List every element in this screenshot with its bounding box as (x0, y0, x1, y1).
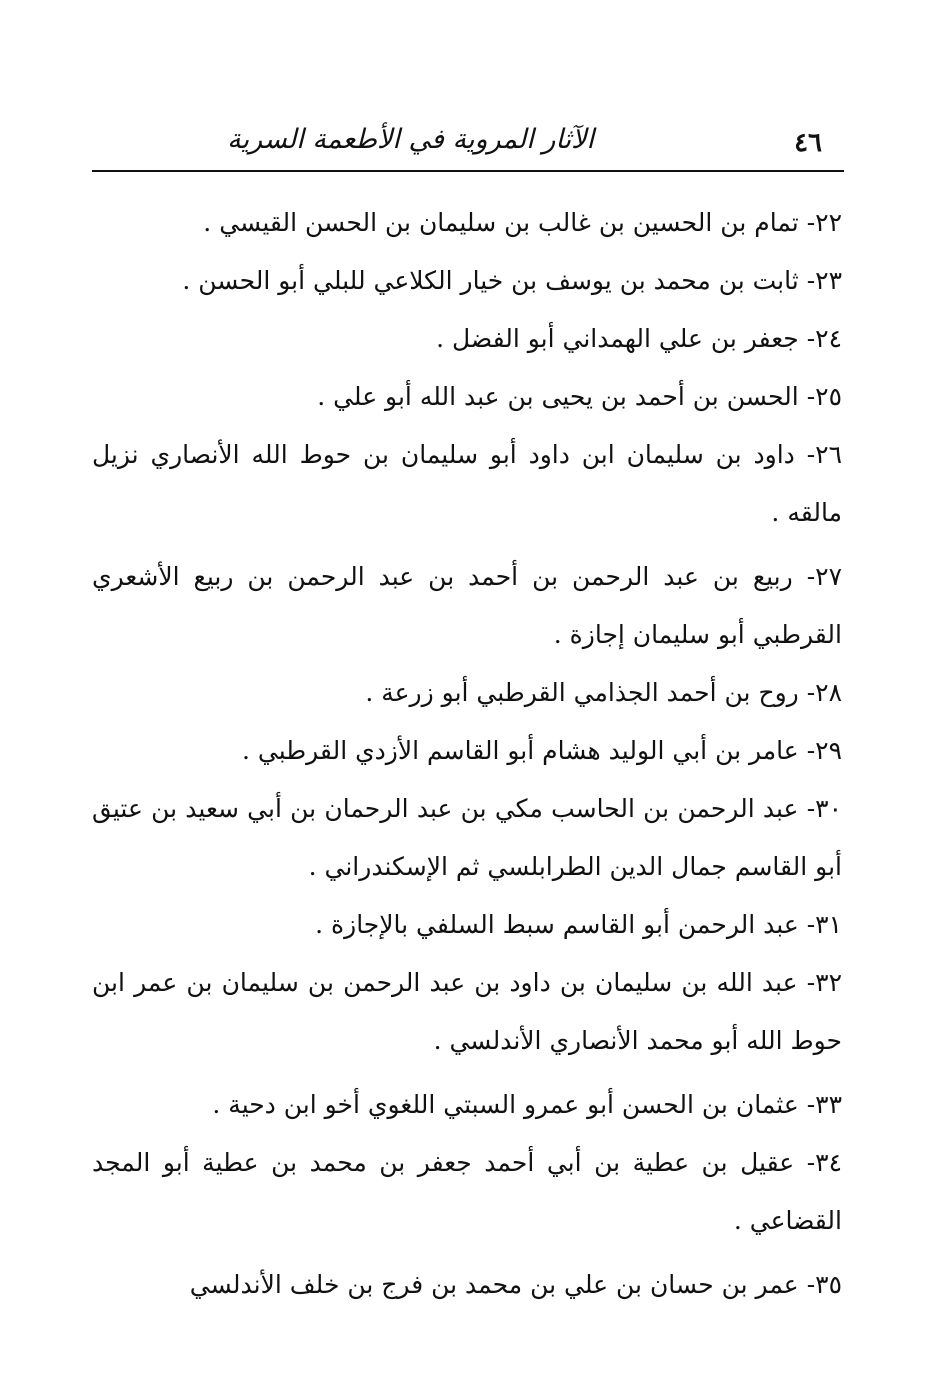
entry-number: ٢٧- (806, 562, 843, 591)
entry-text: جعفر بن علي الهمداني أبو الفضل . (436, 324, 799, 353)
entry-text: داود بن سليمان ابن داود أبو سليمان بن حوط الله الأنصاري نزيل مالقه . (92, 440, 842, 527)
list-item (92, 1256, 842, 1314)
entry-text: روح بن أحمد الجذامي القرطبي أبو زرعة . (365, 678, 799, 707)
entry-number: ٢٤- (806, 324, 842, 353)
list-item (92, 194, 842, 252)
list-item (92, 368, 842, 426)
list-item (92, 1076, 842, 1134)
entry-number: ٣٢- (806, 968, 843, 997)
entry-text: تمام بن الحسين بن غالب بن سليمان بن الحسن القيسي . (203, 208, 799, 237)
entry-number: ٣٣- (806, 1090, 842, 1119)
entry-text: ثابت بن محمد بن يوسف بن خيار الكلاعي للبلي أبو الحسن . (182, 266, 799, 295)
entry-number: ٢٥- (806, 382, 842, 411)
entry-number: ٢٦- (806, 440, 842, 469)
page-body (92, 194, 842, 1314)
entry-number: ٣٥- (806, 1270, 842, 1299)
entry-text: عقيل بن عطية بن أبي أحمد جعفر بن محمد بن عطية أبو المجد القضاعي . (92, 1148, 842, 1235)
entry-number: ٢٩- (806, 736, 842, 765)
list-item (92, 426, 842, 542)
entry-number: ٣٠- (806, 794, 843, 823)
list-item (92, 664, 842, 722)
page-number: ٤٦ (794, 128, 822, 158)
list-item (92, 954, 842, 1070)
list-item (92, 780, 842, 896)
entry-number: ٣١- (806, 910, 842, 939)
list-item (92, 722, 842, 780)
list-item (92, 310, 842, 368)
entry-number: ٢٣- (806, 266, 842, 295)
entry-text: الحسن بن أحمد بن يحيى بن عبد الله أبو علي . (317, 382, 799, 411)
entry-number: ٢٢- (806, 208, 842, 237)
entry-number: ٢٨- (806, 678, 842, 707)
list-item (92, 896, 842, 954)
entry-text: عثمان بن الحسن أبو عمرو السبتي اللغوي أخو ابن دحية . (212, 1090, 799, 1119)
list-item (92, 1134, 842, 1250)
entry-text: عبد الرحمن بن الحاسب مكي بن عبد الرحمان بن أبي سعيد بن عتيق أبو القاسم جمال الدين الطرابلسي ثم الإسكندراني . (92, 794, 842, 881)
list-item (92, 548, 842, 664)
entry-text: عبد الرحمن أبو القاسم سبط السلفي بالإجازة . (315, 910, 799, 939)
page-header (92, 122, 844, 172)
entry-text: ربيع بن عبد الرحمن بن أحمد بن عبد الرحمن بن ربيع الأشعري القرطبي أبو سليمان إجازة . (92, 562, 842, 649)
list-item (92, 252, 842, 310)
entry-number: ٣٤- (806, 1148, 842, 1177)
running-title: الآثار المروية في الأطعمة السرية (227, 124, 594, 155)
entry-text: عبد الله بن سليمان بن داود بن عبد الرحمن بن سليمان بن عمر ابن حوط الله أبو محمد الأنصاري الأندلسي . (92, 968, 842, 1055)
entry-text: عامر بن أبي الوليد هشام أبو القاسم الأزدي القرطبي . (241, 736, 799, 765)
entry-text: عمر بن حسان بن علي بن محمد بن فرج بن خلف الأندلسي (189, 1270, 799, 1299)
